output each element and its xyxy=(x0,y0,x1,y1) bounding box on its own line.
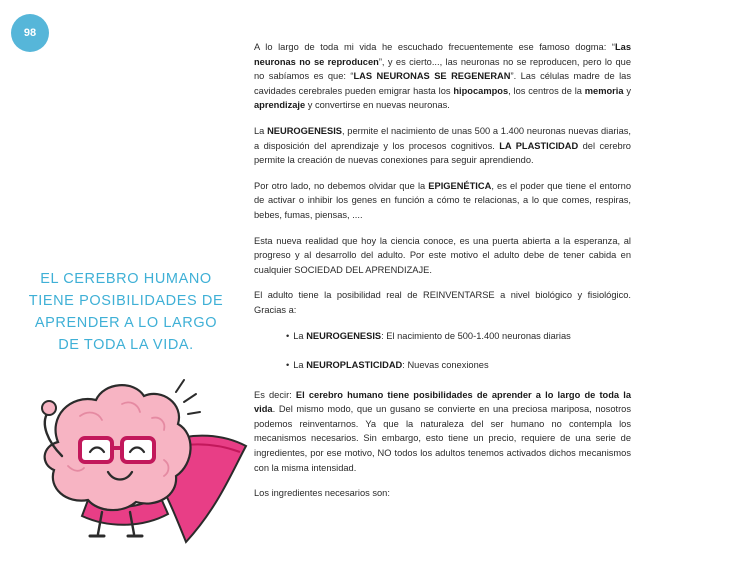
paragraph-neurogenesis: La NEUROGENESIS, permite el nacimiento de unas 500 a 1.400 neuronas nuevas diarias, a disposición del aprendizaje y los procesos cognitivos. LA PLASTICIDAD del cerebro permite la creación de nuevas conexiones para seguir aprendiendo. xyxy=(254,125,631,166)
paragraph-ingredientes: Los ingredientes necesarios son: xyxy=(254,488,390,499)
paragraph-es-decir: Es decir: El cerebro humano tiene posibilidades de aprender a lo largo de toda la vida. Del mismo modo, que un gusano se convierte en una preciosa mariposa, nosotros podemos reinventarnos. Ya que la naturaleza del ser humano no contempla los mecanismos necesarios. Sin embargo, esto tiene un precio, requiere de una serie de ingredientes, por ese motivo, NO todos los adultos tenemos activados dichos mecanismos con la misma intensidad. xyxy=(254,389,631,473)
paragraph-dogma: A lo largo de toda mi vida he escuchado frecuentemente ese famoso dogma: “Las neuronas no se reproducen”, y es cierto..., las neuronas no se reproducen, pero lo que no sabíamos es que: “LAS NEURONAS SE REGENERAN”. Las células madre de las cavidades cerebrales pueden emigrar hasta los hipocampos, los centros de la memoria y aprendizaje y convertirse en nuevas neuronas. xyxy=(254,42,631,111)
pull-quote-line: DE TODA LA VIDA. xyxy=(58,337,194,353)
paragraph-reinventarse: El adulto tiene la posibilidad real de REINVENTARSE a nivel biológico y fisiológico. Gracias a: xyxy=(254,290,631,315)
brain-superhero-illustration xyxy=(18,372,250,550)
article-body xyxy=(254,40,631,512)
paragraph-nueva-realidad: Esta nueva realidad que hoy la ciencia conoce, es una puerta abierta a la esperanza, al progreso y al desarrollo del adulto. Por este motivo el adulto debe de tener cabida en cualquier SOCIEDAD DEL APRENDIZAJE. xyxy=(254,235,631,275)
page-number: 98 xyxy=(23,27,37,39)
pull-quote-line: EL CEREBRO HUMANO xyxy=(40,271,212,287)
pull-quote xyxy=(20,268,232,356)
bullet-item: • La NEUROGENESIS: El nacimiento de 500-1.400 neuronas diarias xyxy=(286,330,571,341)
paragraph-epigenetica: Por otro lado, no debemos olvidar que la EPIGENÉTICA, es el poder que tiene el entorno de activar o inhibir los genes en función a cómo te relacionas, a lo que comes, respiras, bebes, fumas, piensas, .... xyxy=(254,180,631,220)
pull-quote-line: TIENE POSIBILIDADES DE xyxy=(28,293,224,309)
motion-lines xyxy=(176,380,200,414)
pull-quote-line: APRENDER A LO LARGO xyxy=(34,315,218,331)
bullet-item: • La NEUROPLASTICIDAD: Nuevas conexiones xyxy=(286,360,489,371)
page-number-badge xyxy=(11,14,49,52)
